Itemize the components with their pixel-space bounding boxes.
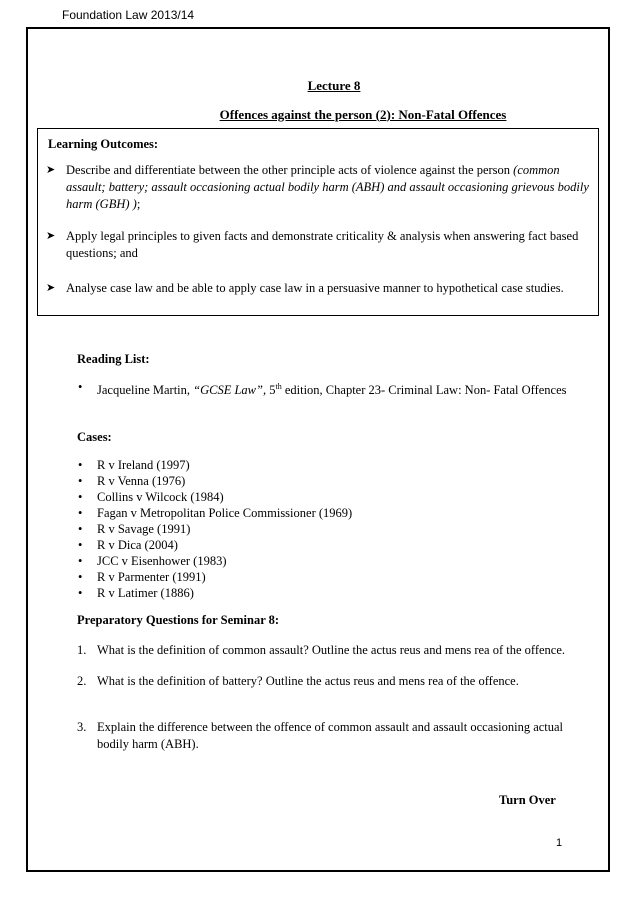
- learning-outcomes-box: [37, 128, 599, 316]
- bullet-icon: •: [78, 570, 83, 584]
- reading-list-heading: Reading List:: [77, 352, 150, 366]
- case-item: • Fagan v Metropolitan Police Commissioner (1969): [78, 506, 353, 520]
- question-item: 1. What is the definition of common assault? Outline the actus reus and mens rea of the offence.: [77, 643, 566, 657]
- learning-outcome-item: ➤ Apply legal principles to given facts and demonstrate criticality & analysis when answering fact based questions; and: [46, 229, 579, 260]
- case-item: • R v Latimer (1886): [78, 586, 194, 600]
- bullet-icon: •: [78, 490, 83, 504]
- learning-outcome-item: ➤ Analyse case law and be able to apply case law in a persuasive manner to hypothetical case studies.: [46, 281, 564, 295]
- bullet-icon: •: [78, 506, 83, 520]
- question-item: 2. What is the definition of battery? Outline the actus reus and mens rea of the offence.: [77, 674, 519, 688]
- bullet-icon: •: [78, 538, 83, 552]
- case-item: • R v Dica (2004): [78, 538, 178, 552]
- bullet-icon: •: [78, 554, 83, 568]
- question-item: 3. Explain the difference between the offence of common assault and assault occasioning actual bodily harm (ABH).: [77, 720, 564, 751]
- bullet-icon: •: [78, 474, 83, 488]
- reading-list-item: • Jacqueline Martin, “GCSE Law”, 5th edition, Chapter 23- Criminal Law: Non- Fatal Offences: [78, 380, 567, 398]
- lecture-subtitle: Offences against the person (2): Non-Fatal Offences: [219, 107, 507, 122]
- case-item: • R v Savage (1991): [78, 522, 191, 536]
- case-item: • JCC v Eisenhower (1983): [78, 554, 227, 568]
- questions-section: [77, 613, 567, 753]
- arrow-bullet-icon: ➤: [46, 282, 56, 294]
- case-item: • R v Venna (1976): [78, 474, 186, 488]
- bullet-icon: •: [78, 458, 83, 472]
- reading-list-section: [77, 352, 567, 398]
- bullet-icon: •: [78, 380, 83, 394]
- arrow-bullet-icon: ➤: [46, 230, 56, 242]
- lecture-title: Lecture 8: [307, 78, 361, 93]
- page-number: 1: [556, 837, 563, 849]
- arrow-bullet-icon: ➤: [46, 164, 56, 176]
- page-header: Foundation Law 2013/14: [62, 8, 195, 22]
- case-item: • R v Parmenter (1991): [78, 570, 206, 584]
- cases-section: [77, 430, 352, 601]
- turn-over-label: Turn Over: [499, 793, 556, 807]
- cases-heading: Cases:: [77, 430, 112, 444]
- learning-outcome-item: ➤ Describe and differentiate between the other principle acts of violence against the person (common assault; battery; assault occasioning actual bodily harm (ABH) and assault occasioning grievous bodily harm (GBH) );: [46, 163, 589, 211]
- bullet-icon: •: [78, 586, 83, 600]
- learning-outcomes-heading: Learning Outcomes:: [48, 137, 159, 151]
- case-item: • Collins v Wilcock (1984): [78, 490, 224, 504]
- questions-heading: Preparatory Questions for Seminar 8:: [77, 613, 280, 627]
- case-item: • R v Ireland (1997): [78, 458, 190, 472]
- bullet-icon: •: [78, 522, 83, 536]
